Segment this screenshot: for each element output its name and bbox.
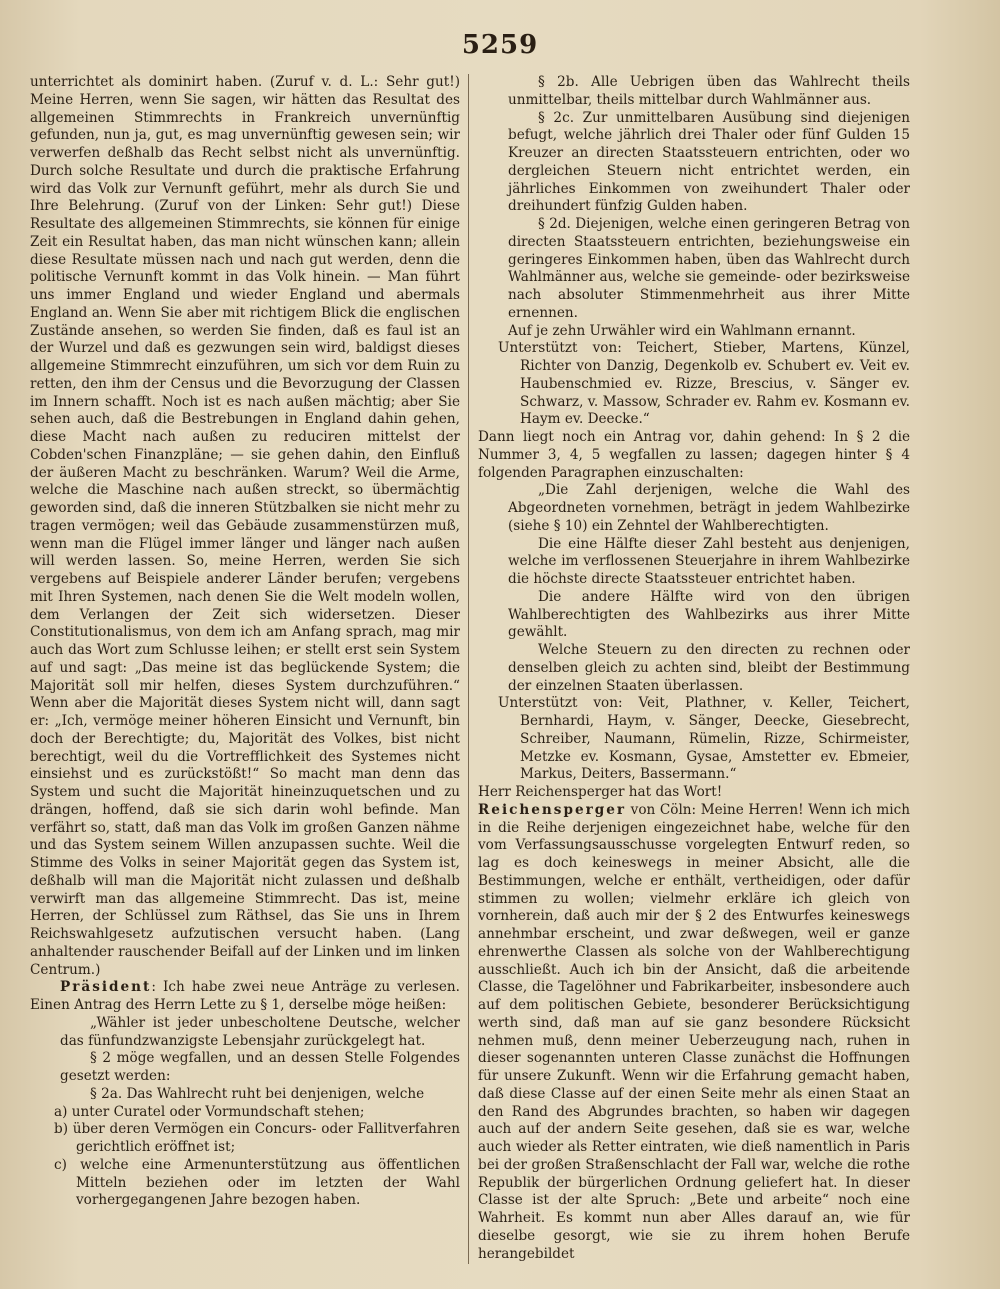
column-divider [468,74,469,1264]
urwaehler-line: Auf je zehn Urwähler wird ein Wahlmann ernannt. [508,322,856,339]
speech-paragraph [478,802,910,1264]
president-paragraph [30,979,460,1015]
floor-announcement: Herr Reichensperger hat das Wort! [478,784,723,800]
motion-item-c: c) welche eine Armenunterstützung aus öffentlichen Mitteln beziehen oder im letzten der Wahl vorhergegangenen Jahre bezogen haben. [54,1156,460,1209]
motion-intro: Dann liegt noch ein Antrag vor, dahin gehend: In § 2 die Nummer 3, 4, 5 wegfallen zu lassen; dagegen hinter § 4 folgenden Paragraphen einzuschalten: [478,429,910,481]
left-column [30,74,460,1210]
president-text: : Ich habe zwei neue Anträge zu verlesen. Einen Antrag des Herrn Lette zu § 1, derselbe möge heißen: [30,979,460,1013]
motion-quote: § 2a. Das Wahlrecht ruht bei denjenigen, welche [90,1085,425,1102]
paragraph-2c: § 2c. Zur unmittelbaren Ausübung sind diejenigen befugt, welche jährlich drei Thaler oder fünf Gulden 15 Kreuzer an directen Staatssteuern entrichten, oder wo dergleichen Steuern nicht entrichtet werden, ein jährliches Einkommen von zweihundert Thaler oder dreihundert fünfzig Gulden haben. [508,109,910,215]
paragraph-2b: § 2b. Alle Uebrigen üben das Wahlrecht theils unmittelbar, theils mittelbar durch Wahlmänner aus. [508,74,910,108]
supporters-list: Unterstützt von: Veit, Plathner, v. Keller, Teichert, Bernhardi, Haym, v. Sänger, Deecke, Giesebrecht, Schreiber, Naumann, Rümelin, Rizze, Schirmeister, Metzke ev. Kosmann, Gysae, Amstetter ev. Ebmeier, Markus, Deiters, Bassermann.“ [498,695,910,783]
motion-quote: Welche Steuern zu den directen zu rechnen oder denselben gleich zu achten sind, bleibt der Bestimmung der einzelnen Staaten überlassen. [508,642,910,694]
motion-item-a: a) unter Curatel oder Vormundschaft stehen; [54,1103,365,1120]
motion-quote: § 2 möge wegfallen, und an dessen Stelle Folgendes gesetzt werden: [60,1050,460,1084]
supporters-list: Unterstützt von: Teichert, Stieber, Martens, Künzel, Richter von Danzig, Degenkolb ev. Schubert ev. Veit ev. Haubenschmied ev. Rizze, Brescius, v. Sänger ev. Schwarz, v. Massow, Schrader ev. Rahm ev. Kosmann ev. Haym ev. Deecke.“ [498,340,910,428]
speaker-name: Reichensperger [478,801,627,818]
page-number: 5259 [461,30,539,60]
motion-quote: „Wähler ist jeder unbescholtene Deutsche, welcher das fünfundzwanzigste Lebensjahr zurückgelegt hat. [60,1014,460,1049]
motion-item-b: b) über deren Vermögen ein Concurs- oder Fallitverfahren gerichtlich eröffnet ist; [54,1121,460,1155]
paragraph-2d: § 2d. Diejenigen, welche einen geringeren Betrag von directen Staatssteuern entrichten, beziehungsweise ein geringeres Einkommen haben, üben das Wahlrecht durch Wahlmänner aus, welche sie gemeinde- oder bezirksweise nach absoluter Stimmenmehrheit aus ihrer Mitte ernennen. [508,216,910,321]
motion-quote: „Die Zahl derjenigen, welche die Wahl des Abgeordneten vornehmen, beträgt in jedem Wahlbezirke (siehe § 10) ein Zehntel der Wahlberechtigten. [508,482,910,534]
motion-quote: Die andere Hälfte wird von den übrigen Wahlberechtigten des Wahlbezirks aus ihrer Mitte gewählt. [508,588,910,641]
right-column [478,74,910,1263]
speech-paragraph: unterrichtet als dominirt haben. (Zuruf v. d. L.: Sehr gut!) Meine Herren, wenn Sie sagen, wir hätten das Resultat des allgemeinen Stimmrechts in Frankreich unvernünftig gefunden, nun ja, gut, es mag unvernünftig gewesen sein; wir verwerfen deßhalb das Recht selbst nicht als unvernünftig. Durch solche Resultate und durch die praktische Erfahrung wird das Volk zur Vernunft geführt, mehr als durch Sie und Ihre Belehrung. (Zuruf von der Linken: Sehr gut!) Diese Resultate des allgemeinen Stimmrechts, sie können für einige Zeit ein Resultat haben, das man nicht wünschen kann; allein diese Resultate müssen nach und nach gut werden, denn die politische Vernunft kommt in das Volk hinein. — Man führt uns immer England und wieder England und abermals England an. Wenn Sie aber mit richtigem Blick die englischen Zustände ansehen, so werden Sie finden, daß es faul ist an der Wurzel und daß es gezwungen sein wird, baldigst dieses allgemeine Stimmrecht einzuführen, um sich vor dem Ruin zu retten, den ihm der Census und die Bevorzugung der Classen im Innern schafft. Noch ist es nach außen mächtig; aber Sie sehen auch, daß die Bestrebungen in England dahin gehen, diese Macht nach außen zu reduciren mittelst der Cobden'schen Finanzpläne; — sie gehen dahin, den Einfluß der äußeren Macht zu beschränken. Warum? Weil die Arme, welche die Maschine nach außen streckt, so übermächtig geworden sind, daß die inneren Stützbalken sie nicht mehr zu tragen vermögen; weil das Gebäude zusammenstürzen muß, wenn man die Flügel immer länger und länger nach außen will werden lassen. So, meine Herren, werden Sie sich vergebens auf Beispiele anderer Länder berufen; vergebens mit Ihren Systemen, nach denen Sie die Welt modeln wollen, dem Verlangen der Zeit sich widersetzen. Dieser Constitutionalismus, von dem ich am Anfang sprach, mag mir auch das Wort zum Schlusse leihen; er stellt erst sein System auf und sagt: „Das meine ist das beglückende System; die Majorität soll mir helfen, dieses System durchzuführen.“ Wenn aber die Majorität dieses System nicht will, dann sagt er: „Ich, vermöge meiner höheren Einsicht und Vernunft, bin doch der Berechtigte; du, Majorität des Volkes, bist nicht berechtigt, weil du die Vortrefflichkeit des Systemes nicht einsiehst und es zurückstößt!“ So macht man denn das System und sucht die Majorität hineinzuquetschen und zu drängen, hoffend, daß sie sich darin wohl befinde. Man verfährt so, statt, daß man das Volk im großen Ganzen nähme und das System seinem Willen anzupassen suchte. Weil die Stimme des Volks in seiner Majorität gegen das System ist, deßhalb will man die Majorität nicht zulassen und deßhalb verwirft man das allgemeine Stimmrecht. Das ist, meine Herren, der Schlüssel zum Räthsel, das Sie uns in Ihrem Reichswahlgesetz aufzutischen versucht haben. (Lang anhaltender rauschender Beifall auf der Linken und im linken Centrum.) [30,74,460,978]
speech-text: von Cöln: Meine Herren! Wenn ich mich in die Reihe derjenigen eingezeichnet habe, welche für den vom Verfassungsausschusse vorgelegten Entwurf reden, so lag es doch keineswegs in meiner Absicht, alle die Bestimmungen, welche er enthält, vertheidigen, oder dafür stimmen zu wollen; vielmehr erkläre ich gleich von vornherein, daß auch mir der § 2 des Entwurfes keineswegs annehmbar erscheint, und zwar deßwegen, weil er ganze ehrenwerthe Classen als solche von der Wahlberechtigung ausschließt. Auch ich bin der Ansicht, daß die arbeitende Classe, die Tagelöhner und Fabrikarbeiter, insbesondere auch auf dem politischen Gebiete, besonderer Berücksichtigung werth sind, daß man auf sie ganz besondere Rücksicht nehmen muß, denn meiner Ueberzeugung nach, ruhen in dieser sogenannten unteren Classe zunächst die Hoffnungen für unsere Zukunft. Wenn wir die Erfahrung gemacht haben, daß diese Classe auf der einen Seite mehr als einen Staat an den Rand des Abgrundes brachten, so haben wir dagegen auch auf der andern Seite gesehen, daß sie es war, welche auch wieder als Retter eintraten, wie dieß namentlich in Paris bei der großen Straßenschlacht der Fall war, welche die rothe Republik der bürgerlichen Ordnung geliefert hat. In dieser Classe ist der alte Spruch: „Bete und arbeite“ noch eine Wahrheit. Es kommt nun aber Alles darauf an, wie für dieselbe gesorgt, wie sie zu ihrem hohen Berufe herangebildet [478,801,910,1262]
motion-quote: Die eine Hälfte dieser Zahl besteht aus denjenigen, welche im verflossenen Steuerjahre in ihrem Wahlbezirke die höchste directe Staatssteuer entrichtet haben. [508,535,910,587]
speaker-name: Präsident [60,979,152,996]
